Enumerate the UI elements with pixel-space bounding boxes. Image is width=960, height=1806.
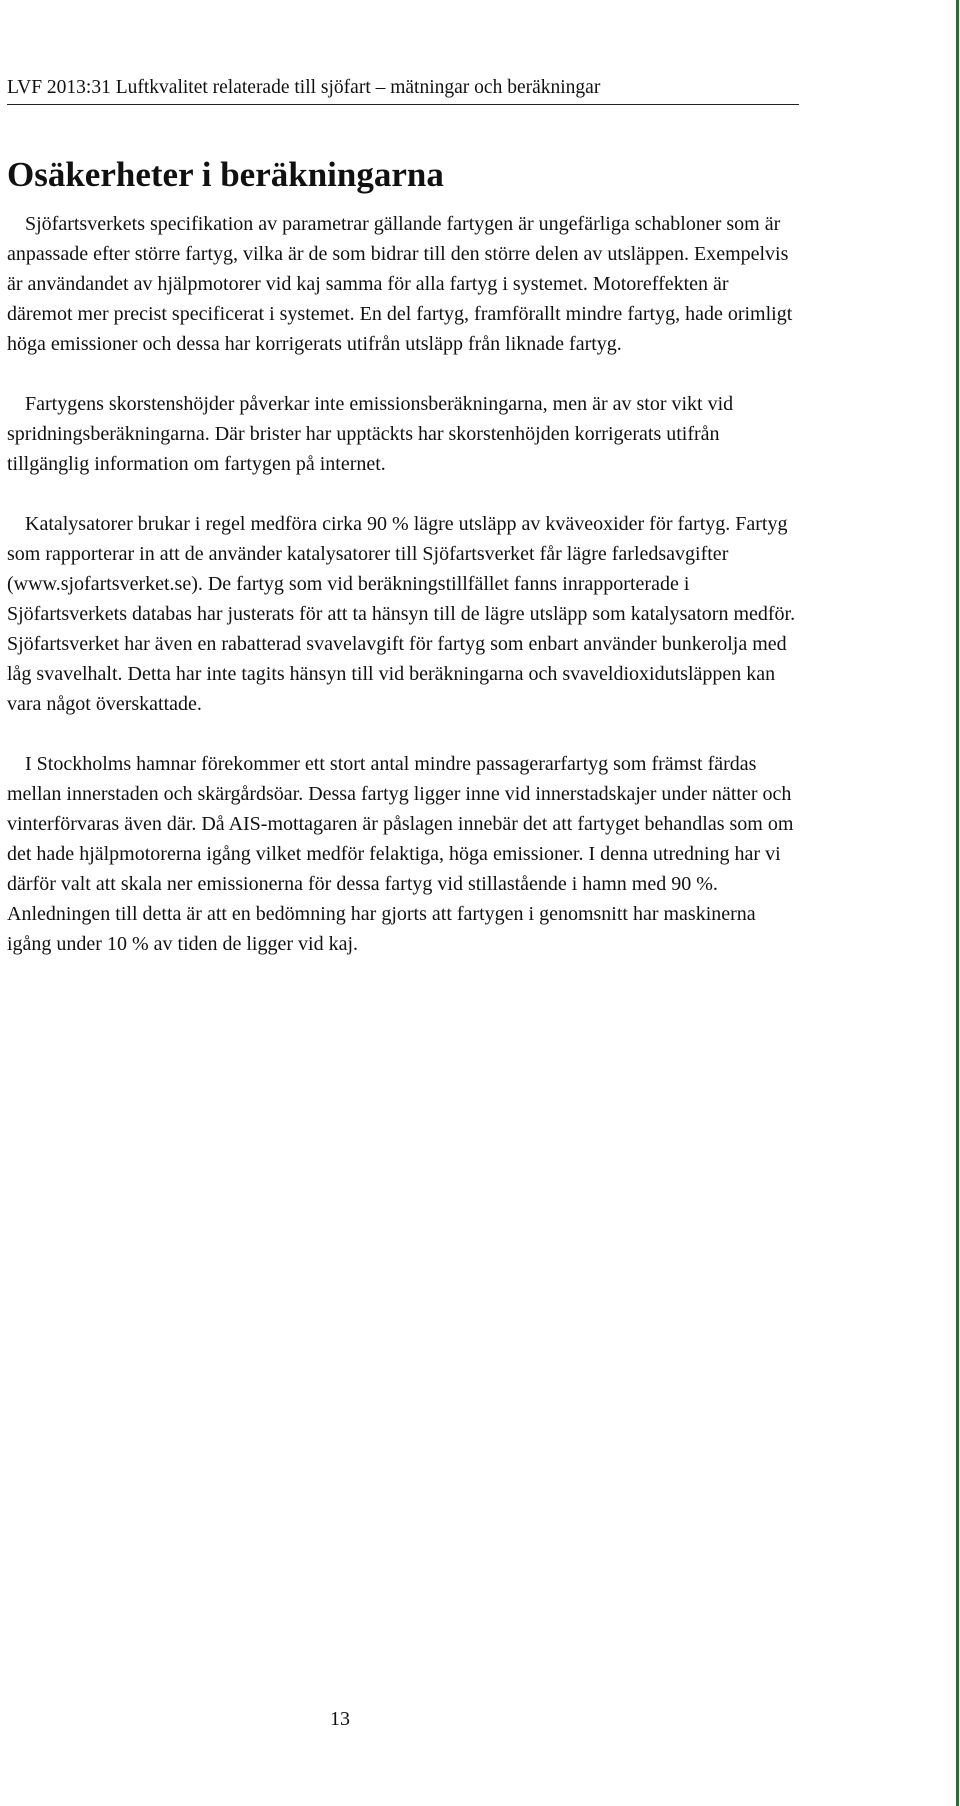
page-edge-line — [956, 0, 959, 1806]
paragraph-catalysts: Katalysatorer brukar i regel medföra cirka 90 % lägre utsläpp av kväveoxider för fartyg. Fartyg som rapporterar in att de använder katalysatorer till Sjöfartsverket får lägre farledsavgifter (www.sjofartsverket.se). De fartyg som vid beräkningstillfället fanns inrapporterade i Sjöfartsverkets databas har justerats för att ta hänsyn till de lägre utsläpp som katalysatorn medför. Sjöfartsverket har även en rabatterad svavelavgift för fartyg som enbart använder bunkerolja med låg svavelhalt. Detta har inte tagits hänsyn till vid beräkningarna och svaveldioxidutsläppen kan vara något överskattade. — [7, 513, 796, 715]
running-header: LVF 2013:31 Luftkvalitet relaterade till sjöfart – mätningar och beräkningar — [7, 76, 799, 105]
page-number: 13 — [330, 1708, 350, 1730]
section-title: Osäkerheter i beräkningarna — [7, 155, 444, 194]
paragraph-chimney-heights: Fartygens skorstenshöjder påverkar inte emissionsberäkningarna, men är av stor vikt vid spridningsberäkningarna. Där brister har upptäckts har skorstenhöjden korrigerats utifrån tillgänglig information om fartygen på internet. — [7, 393, 734, 475]
paragraph-stockholm-harbours: I Stockholms hamnar förekommer ett stort antal mindre passagerarfartyg som främst färdas mellan innerstaden och skärgårdsöar. Dessa fartyg ligger inne vid innerstadskajer under nätter och vinterförvaras även där. Då AIS-mottagaren är påslagen innebär det att fartyget behandlas som om det hade hjälpmotorerna igång vilket medför felaktiga, höga emissioner. I denna utredning har vi därför valt att skala ner emissionerna för dessa fartyg vid stillastående i hamn med 90 %. Anledningen till detta är att en bedömning har gjorts att fartygen i genomsnitt har maskinerna igång under 10 % av tiden de ligger vid kaj. — [7, 753, 794, 955]
section-body — [7, 209, 797, 989]
paragraph-uncertainty-parameters: Sjöfartsverkets specifikation av parametrar gällande fartygen är ungefärliga schabloner som är anpassade efter större fartyg, vilka är de som bidrar till den större delen av utsläppen. Exempelvis är användandet av hjälpmotorer vid kaj samma för alla fartyg i systemet. Motoreffekten är däremot mer precist specificerat i systemet. En del fartyg, framförallt mindre fartyg, hade orimligt höga emissioner och dessa har korrigerats utifrån utsläpp från liknade fartyg. — [7, 213, 793, 355]
